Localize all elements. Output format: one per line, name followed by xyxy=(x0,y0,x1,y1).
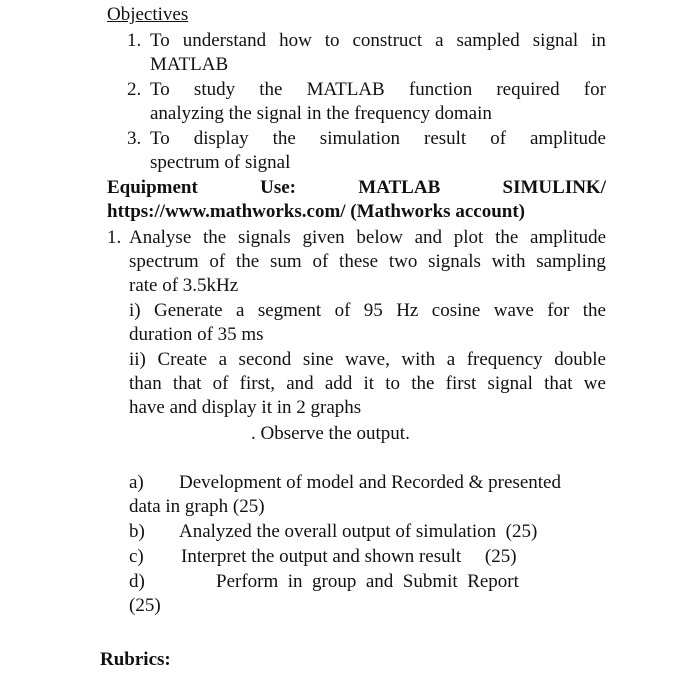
objectives-heading: Objectives xyxy=(107,4,189,25)
word: the xyxy=(582,300,606,321)
rubrics-heading-cropped xyxy=(100,636,171,670)
word: Use: xyxy=(260,177,296,198)
word: result xyxy=(424,128,467,149)
word: the xyxy=(236,251,260,272)
word: i) xyxy=(129,300,141,321)
word: of xyxy=(209,251,226,272)
word: Analyse xyxy=(129,227,192,248)
word: cosine xyxy=(431,300,481,321)
word: with xyxy=(401,349,436,370)
item-b-label: b) xyxy=(129,521,145,542)
word: given xyxy=(302,227,345,248)
objective-1-line1 xyxy=(150,29,606,53)
word: wave xyxy=(493,300,534,321)
word: a xyxy=(435,30,444,51)
word: and xyxy=(286,373,314,394)
item-c-text: Interpret the output and shown result (25) xyxy=(181,546,517,567)
word: two xyxy=(388,251,418,272)
subtask-i-line1 xyxy=(129,299,606,323)
word: sine xyxy=(302,349,334,370)
word: second xyxy=(238,349,292,370)
word: signals xyxy=(237,227,291,248)
word: the xyxy=(272,128,296,149)
word: segment xyxy=(257,300,322,321)
word: signal xyxy=(532,30,579,51)
word: wave, xyxy=(345,349,390,370)
word: and xyxy=(414,227,443,248)
word: sampled xyxy=(456,30,520,51)
word: double xyxy=(554,349,606,370)
item-a-continuation: data in graph (25) xyxy=(129,496,265,517)
word: MATLAB xyxy=(306,79,385,100)
word: signals xyxy=(428,251,481,272)
word: MATLAB xyxy=(358,177,441,198)
word: Generate xyxy=(154,300,223,321)
word: required xyxy=(496,79,560,100)
item-b-text: Analyzed the overall output of simulation (25) xyxy=(179,521,538,542)
word: for xyxy=(583,79,606,100)
word: for xyxy=(547,300,570,321)
word: Create xyxy=(157,349,208,370)
word: first, xyxy=(239,373,276,394)
rubrics-heading: Rubrics: xyxy=(100,649,171,670)
subtask-i-line2: duration of 35 ms xyxy=(129,324,264,345)
word: these xyxy=(339,251,379,272)
word: the xyxy=(495,227,519,248)
item-d-label: d) xyxy=(129,571,145,592)
word: sampling xyxy=(536,251,606,272)
word: a xyxy=(218,349,227,370)
objective-3-number: 3. xyxy=(127,128,142,149)
item-a-label: a) xyxy=(129,472,144,493)
word: To xyxy=(150,79,170,100)
observe-line: . Observe the output. xyxy=(251,423,410,444)
word: 95 xyxy=(363,300,383,321)
item-d-text: Perform in group and Submit Report xyxy=(216,571,519,592)
subtask-ii-line3: have and display it in 2 graphs xyxy=(129,397,362,418)
subtask-ii-line1 xyxy=(129,348,606,372)
word: simulation xyxy=(319,128,401,149)
word: Hz xyxy=(396,300,419,321)
word: that xyxy=(172,373,202,394)
word: frequency xyxy=(466,349,543,370)
word: with xyxy=(491,251,526,272)
word: study xyxy=(193,79,236,100)
word: in xyxy=(591,30,606,51)
word: display xyxy=(193,128,249,149)
word: of xyxy=(334,300,351,321)
word: how xyxy=(279,30,312,51)
word: spectrum xyxy=(129,251,199,272)
word: first xyxy=(445,373,477,394)
word: to xyxy=(324,30,340,51)
word: a xyxy=(446,349,456,370)
word: it xyxy=(363,373,375,394)
word: the xyxy=(203,227,227,248)
objective-1-line2: MATLAB xyxy=(150,54,229,75)
word: of xyxy=(212,373,229,394)
objective-1-number: 1. xyxy=(127,30,142,51)
word: to xyxy=(385,373,401,394)
word: To xyxy=(150,128,170,149)
word: that xyxy=(544,373,573,394)
word: amplitude xyxy=(529,128,606,149)
word: we xyxy=(583,373,606,394)
item-a-text: Development of model and Recorded & presented xyxy=(179,472,561,493)
objective-3-line1 xyxy=(150,127,606,151)
objective-3-line2: spectrum of signal xyxy=(150,152,291,173)
word: construct xyxy=(352,30,423,51)
word: sum xyxy=(270,251,302,272)
word: of xyxy=(312,251,329,272)
task-number: 1. xyxy=(107,227,122,248)
word: Equipment xyxy=(107,177,198,198)
item-d-continuation: (25) xyxy=(129,595,161,616)
subtask-ii-line2 xyxy=(129,372,606,396)
equipment-line1 xyxy=(107,176,606,200)
word: To xyxy=(150,30,170,51)
word: signal xyxy=(487,373,533,394)
word: SIMULINK/ xyxy=(502,177,606,198)
objective-2-line2: analyzing the signal in the frequency domain xyxy=(150,103,492,124)
item-c-label: c) xyxy=(129,546,144,567)
word: ii) xyxy=(129,349,146,370)
word: add xyxy=(324,373,353,394)
word: the xyxy=(259,79,283,100)
equipment-line2: https://www.mathworks.com/ (Mathworks account) xyxy=(107,201,525,222)
word: amplitude xyxy=(530,227,606,248)
word: than xyxy=(129,373,162,394)
task-line1 xyxy=(129,226,606,250)
word: below xyxy=(356,227,403,248)
word: understand xyxy=(182,30,267,51)
word: plot xyxy=(453,227,484,248)
objective-2-number: 2. xyxy=(127,79,142,100)
objective-2-line1 xyxy=(150,78,606,102)
word: a xyxy=(235,300,245,321)
task-line2 xyxy=(129,250,606,274)
word: of xyxy=(490,128,507,149)
word: function xyxy=(408,79,473,100)
task-line3: rate of 3.5kHz xyxy=(129,275,239,296)
word: the xyxy=(411,373,435,394)
